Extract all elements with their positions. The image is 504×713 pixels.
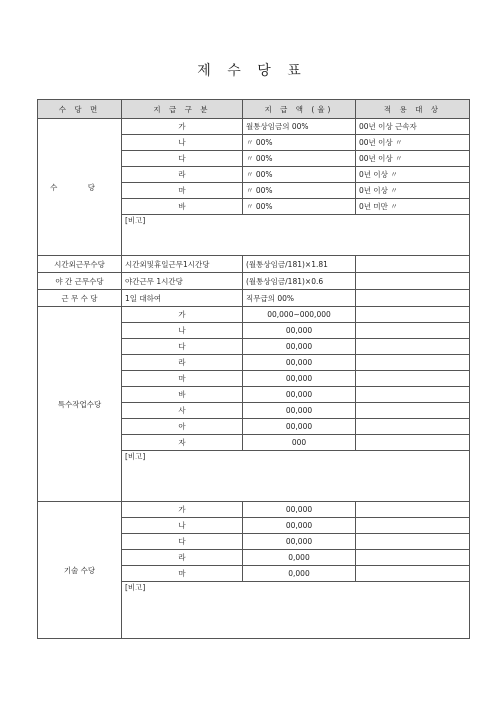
amount-cell: 00,000 — [243, 502, 356, 518]
target-cell: 0년 이상 〃 — [356, 183, 470, 199]
grade-cell: 라 — [122, 167, 243, 183]
grade-cell: 마 — [122, 371, 243, 387]
grade-cell: 다 — [122, 151, 243, 167]
amount-cell: 〃 00% — [243, 151, 356, 167]
duty-label: 근 무 수 당 — [38, 290, 122, 307]
target-cell — [356, 355, 470, 371]
page-title: 제 수 당 표 — [197, 63, 307, 79]
amount-cell: 00,000~000,000 — [243, 307, 356, 323]
amount-cell: (월통상임금/181)×1.81 — [243, 256, 356, 273]
target-cell — [356, 534, 470, 550]
column-header: 지 급 액 (율) — [243, 100, 356, 119]
target-cell: 0년 이상 〃 — [356, 167, 470, 183]
amount-cell: 0,000 — [243, 566, 356, 582]
target-cell — [356, 550, 470, 566]
table-row — [38, 290, 470, 307]
amount-cell: 〃 00% — [243, 199, 356, 215]
column-header: 지 급 구 분 — [122, 100, 243, 119]
amount-cell: 00,000 — [243, 419, 356, 435]
grade-cell: 다 — [122, 534, 243, 550]
group-label-sudang: 수 당 — [38, 119, 122, 256]
amount-cell: 0,000 — [243, 550, 356, 566]
target-cell — [356, 290, 470, 307]
column-header: 수 당 면 — [38, 100, 122, 119]
amount-cell: 00,000 — [243, 403, 356, 419]
table-row — [38, 256, 470, 273]
grade-cell: 마 — [122, 183, 243, 199]
target-cell: 00년 이상 근속자 — [356, 119, 470, 135]
amount-cell: 00,000 — [243, 339, 356, 355]
grade-cell: 나 — [122, 323, 243, 339]
note-cell: [비고] — [122, 215, 470, 256]
table-row — [38, 119, 470, 135]
amount-cell: (월통상임금/181)×0.6 — [243, 273, 356, 290]
amount-cell: 00,000 — [243, 387, 356, 403]
target-cell — [356, 387, 470, 403]
grade-cell: 자 — [122, 435, 243, 451]
overtime-label: 시간외근무수당 — [38, 256, 122, 273]
target-cell: 00년 이상 〃 — [356, 151, 470, 167]
amount-cell: 00,000 — [243, 355, 356, 371]
grade-cell: 가 — [122, 119, 243, 135]
target-cell — [356, 518, 470, 534]
table-row — [38, 307, 470, 323]
target-cell — [356, 323, 470, 339]
table-row — [38, 273, 470, 290]
target-cell: 0년 미만 〃 — [356, 199, 470, 215]
night-label: 야 간 근무수당 — [38, 273, 122, 290]
amount-cell: 000 — [243, 435, 356, 451]
target-cell — [356, 339, 470, 355]
target-cell — [356, 256, 470, 273]
target-cell: 00년 이상 〃 — [356, 135, 470, 151]
amount-cell: 00,000 — [243, 371, 356, 387]
target-cell — [356, 403, 470, 419]
target-cell — [356, 435, 470, 451]
grade-cell: 나 — [122, 518, 243, 534]
amount-cell: 00,000 — [243, 534, 356, 550]
target-cell — [356, 419, 470, 435]
amount-cell: 직무급의 00% — [243, 290, 356, 307]
note-cell: [비고] — [122, 582, 470, 639]
amount-cell: 00,000 — [243, 518, 356, 534]
division-cell: 야간근무 1시간당 — [122, 273, 243, 290]
grade-cell: 다 — [122, 339, 243, 355]
target-cell — [356, 502, 470, 518]
grade-cell: 바 — [122, 387, 243, 403]
division-cell: 시간외및휴일근무1시간당 — [122, 256, 243, 273]
header-row — [38, 100, 470, 119]
grade-cell: 아 — [122, 419, 243, 435]
grade-cell: 사 — [122, 403, 243, 419]
grade-cell: 라 — [122, 355, 243, 371]
grade-cell: 바 — [122, 199, 243, 215]
grade-cell: 가 — [122, 502, 243, 518]
grade-cell: 가 — [122, 307, 243, 323]
grade-cell: 마 — [122, 566, 243, 582]
allowance-table — [37, 99, 470, 639]
division-cell: 1일 대하여 — [122, 290, 243, 307]
target-cell — [356, 371, 470, 387]
group-label-tech: 기술 수당 — [38, 502, 122, 639]
column-header: 적 용 대 상 — [356, 100, 470, 119]
grade-cell: 라 — [122, 550, 243, 566]
target-cell — [356, 566, 470, 582]
amount-cell: 00,000 — [243, 323, 356, 339]
table-row — [38, 502, 470, 518]
target-cell — [356, 307, 470, 323]
amount-cell: 월통상임금의 00% — [243, 119, 356, 135]
amount-cell: 〃 00% — [243, 135, 356, 151]
grade-cell: 나 — [122, 135, 243, 151]
note-cell: [비고] — [122, 451, 470, 502]
target-cell — [356, 273, 470, 290]
amount-cell: 〃 00% — [243, 183, 356, 199]
group-label-special: 특수작업수당 — [38, 307, 122, 502]
amount-cell: 〃 00% — [243, 167, 356, 183]
